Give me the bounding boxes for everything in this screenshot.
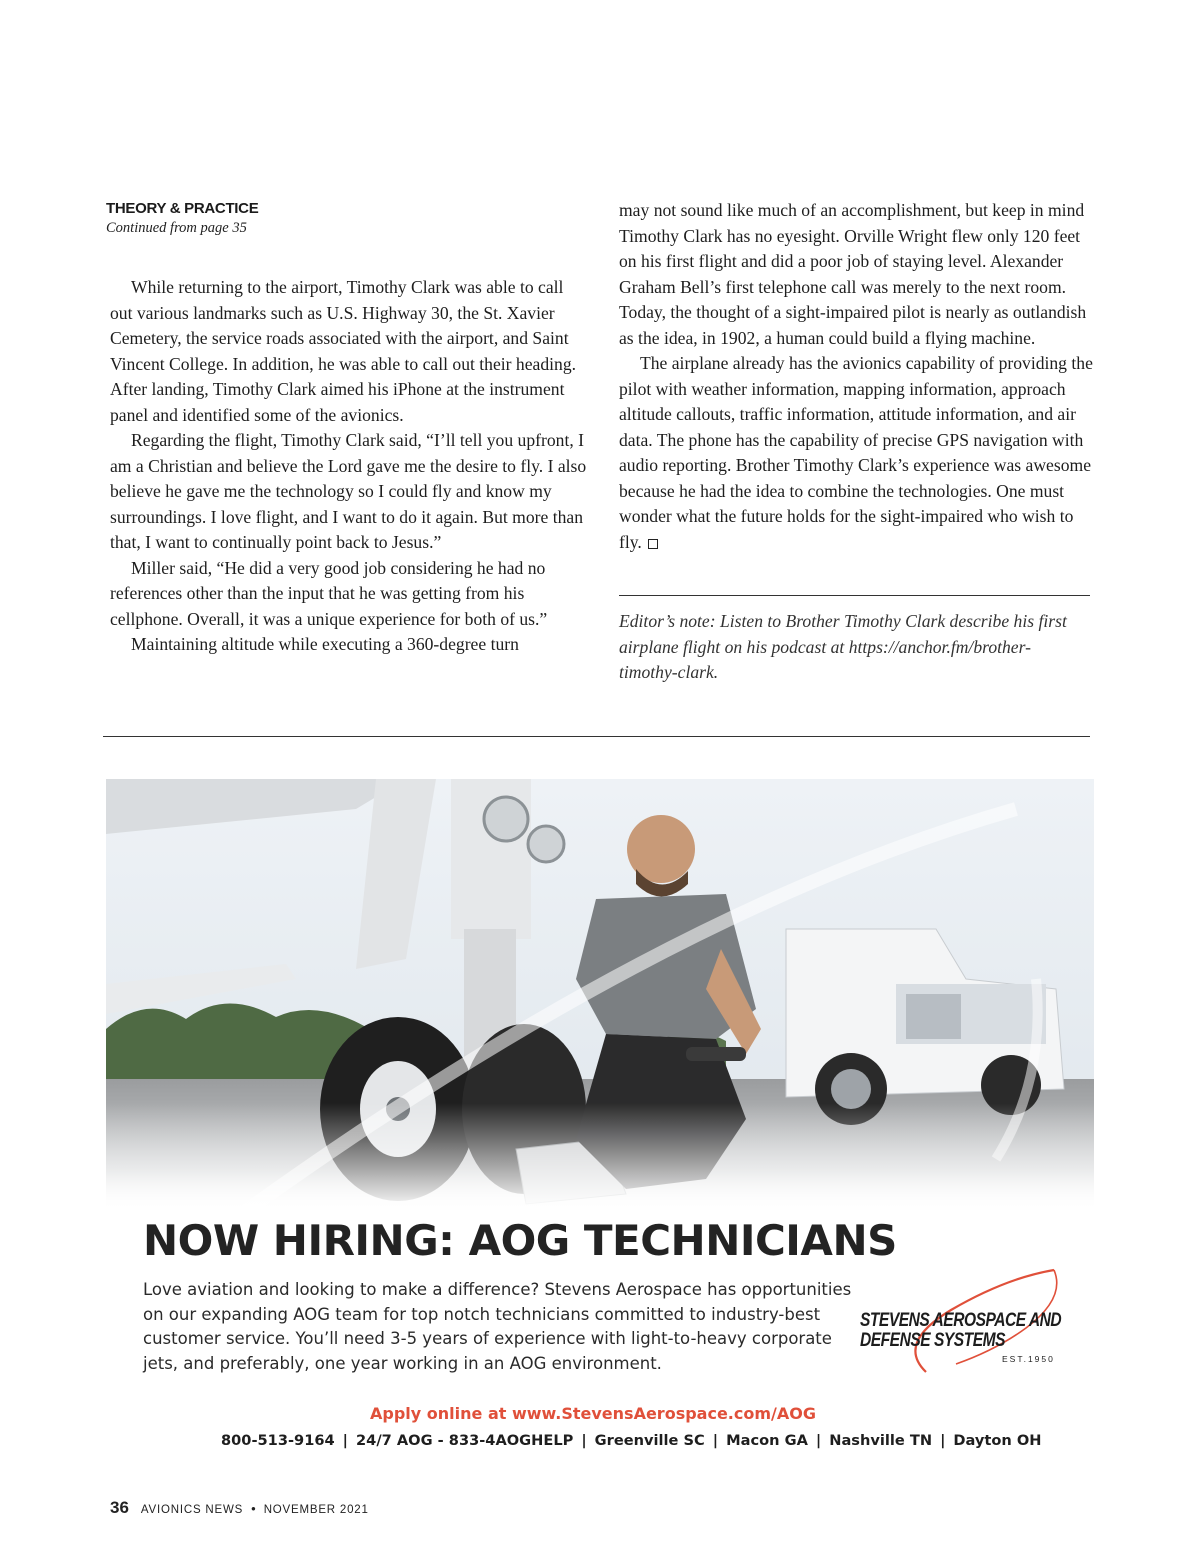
contact-location: Macon GA (726, 1432, 808, 1449)
contact-location: Nashville TN (829, 1432, 933, 1449)
ad-body: Love aviation and looking to make a difference? Stevens Aerospace has opportunities on our expanding AOG team for top notch technicians committed to industry-best customer service. You’ll need 3-5 years of experience with light-to-heavy corporate jets, and preferably, one year working in an AOG environment. (143, 1280, 852, 1373)
paragraph-last (619, 351, 1097, 555)
apply-link[interactable]: Apply online at www.StevensAerospace.com/AOG (370, 1404, 816, 1423)
paragraph: may not sound like much of an accomplishment, but keep in mind Timothy Clark has no eyesight. Orville Wright flew only 120 feet on his first flight and did a poor job of staying level. Alexander Graham Bell’s first telephone call was merely to the next room. Today, the thought of a sight-impaired pilot is nearly as outlandish as the idea, in 1902, a human could build a flying machine. (619, 200, 1087, 348)
paragraph: Regarding the flight, Timothy Clark said, “I’ll tell you upfront, I am a Christian and believe the Lord gave me the desire to fly. I also believe he gave me the technology so I could fly and know my surroundings. I love flight, and I want to do it again. But more than that, I want to continually point back to Jesus.” (110, 430, 587, 552)
paragraph-text: The airplane already has the avionics capability of providing the pilot with weather information, mapping information, approach altitude callouts, traffic information, attitude information, and air data. The phone has the capability of precise GPS navigation with audio reporting. Brother Timothy Clark’s experience was awesome because he had the idea to combine the technologies. One must wonder what the future holds for the sight-impaired who wish to fly. (619, 353, 1093, 552)
contact-location: Greenville SC (594, 1432, 705, 1449)
section-heading: THEORY & PRACTICE (106, 200, 259, 217)
paragraph: While returning to the airport, Timothy Clark was able to call out various landmarks such as U.S. Highway 30, the St. Xavier Cemetery, the service roads associated with the airport, and Saint Vincent College. In addition, he was able to call out their heading. After landing, Timothy Clark aimed his iPhone at the instrument panel and identified some of the avionics. (110, 277, 577, 425)
logo-text-line1: STEVENS AEROSPACE AND (860, 1310, 1062, 1331)
continued-note: Continued from page 35 (106, 220, 247, 236)
logo-established: EST.1950 (1002, 1354, 1055, 1364)
page-number: 36 (110, 1498, 129, 1517)
issue-date: NOVEMBER 2021 (263, 1504, 369, 1516)
article-column-right (619, 198, 1097, 555)
paragraph: Miller said, “He did a very good job considering he had no references other than the input that he was getting from his cellphone. Overall, it was a unique experience for both of us.” (110, 557, 548, 629)
contact-line: 800-513-9164 | 24/7 AOG - 833-4AOGHELP | Greenville SC | Macon GA | Nashville TN | Dayton OH (221, 1432, 1042, 1449)
ad-divider (103, 736, 1090, 737)
ad-photo-technician-landing-gear (106, 779, 1094, 1211)
editor-note: Editor’s note: Listen to Brother Timothy Clark describe his first airplane flight on his podcast at https://anchor.fm/brother-timothy-clark. (619, 611, 1067, 682)
contact-phone: 800-513-9164 (221, 1432, 335, 1449)
contact-aog: 24/7 AOG - 833-4AOGHELP (356, 1432, 574, 1449)
bullet-separator: • (251, 1501, 256, 1516)
logo-text-line2: DEFENSE SYSTEMS (860, 1330, 1005, 1351)
end-of-article-icon (648, 539, 658, 549)
publication-name: AVIONICS NEWS (140, 1504, 244, 1516)
paragraph: Maintaining altitude while executing a 360-degree turn (131, 634, 519, 654)
page-footer (110, 1498, 369, 1518)
article-column-left (110, 275, 588, 658)
editor-note-divider (619, 595, 1090, 596)
contact-location: Dayton OH (953, 1432, 1042, 1449)
ad-headline: NOW HIRING: AOG TECHNICIANS (143, 1216, 897, 1265)
stevens-aerospace-logo (856, 1268, 1066, 1378)
